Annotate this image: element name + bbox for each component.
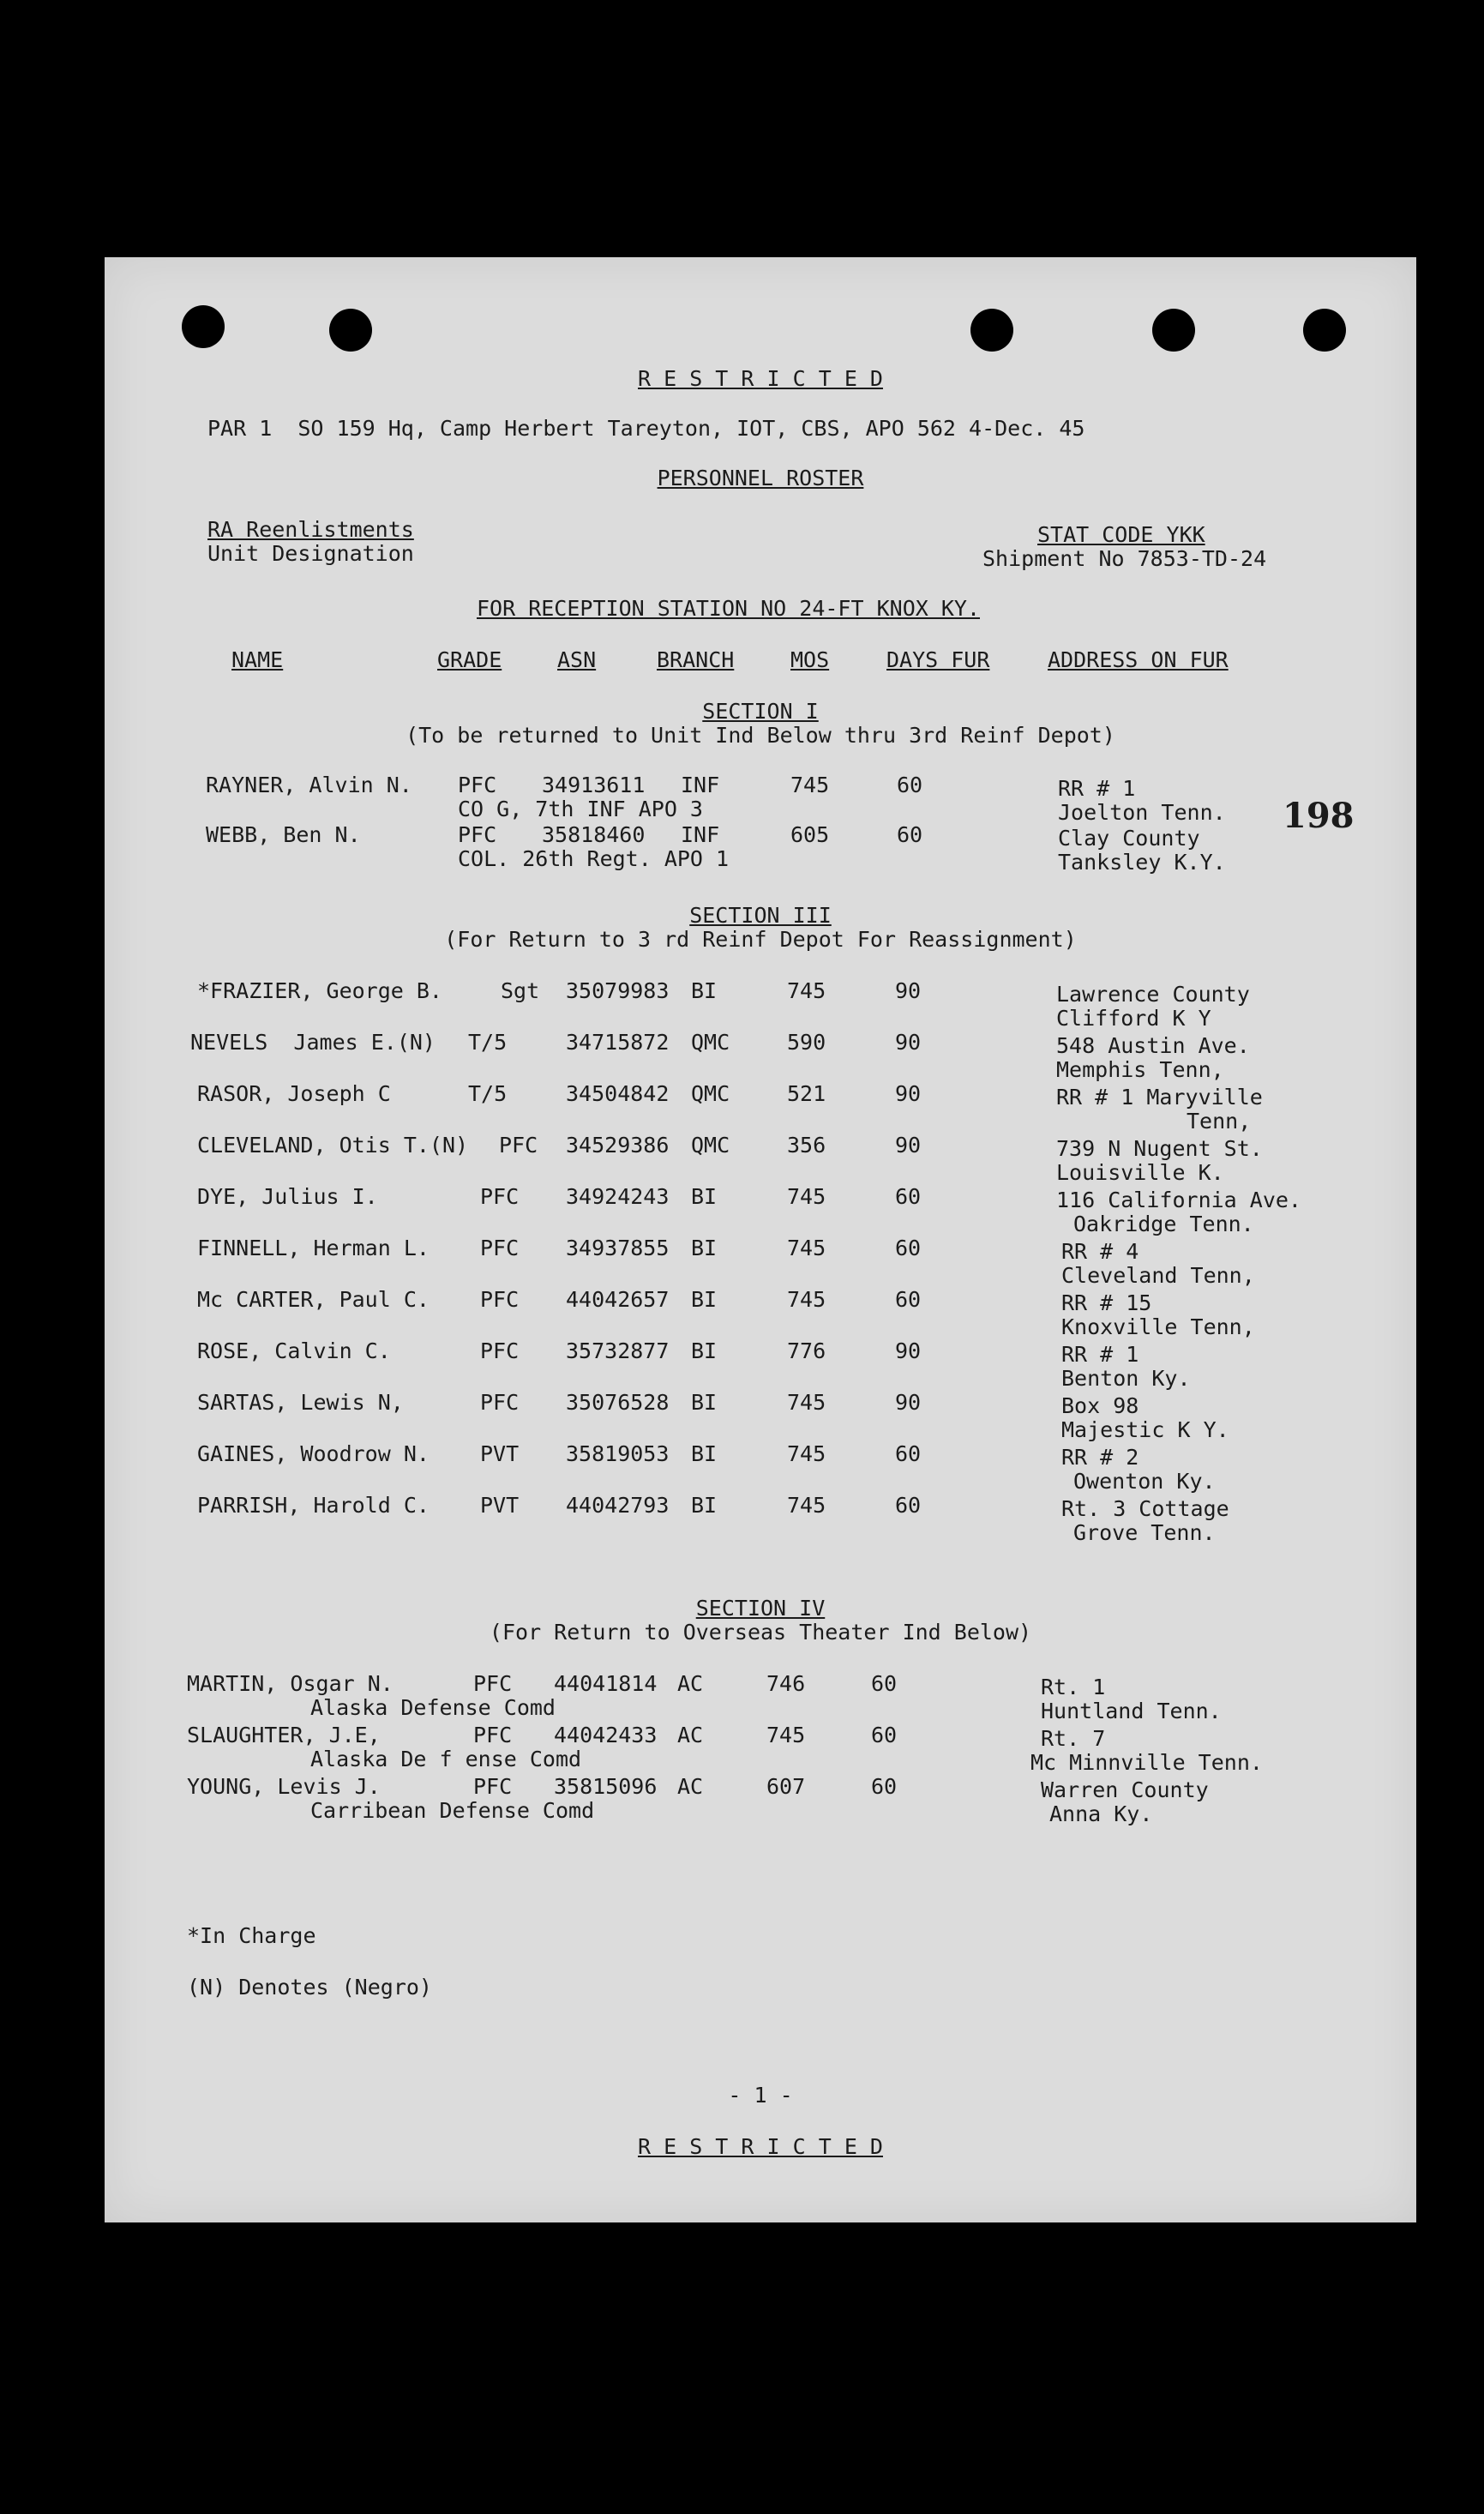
cell-mos: 745 <box>787 1390 826 1415</box>
punch-hole <box>1152 309 1195 352</box>
cell-name: RAYNER, Alvin N. <box>206 773 412 797</box>
cell-name: SLAUGHTER, J.E, <box>187 1723 381 1747</box>
punch-hole <box>329 309 372 352</box>
cell-mos: 776 <box>787 1338 826 1363</box>
cell-address2: Mc Minnville Tenn. <box>1030 1750 1263 1775</box>
cell-address2: Anna Ky. <box>1049 1801 1153 1826</box>
col-mos: MOS <box>790 647 830 672</box>
cell-asn: 35818460 <box>542 822 646 847</box>
cell-mos: 745 <box>787 1184 826 1209</box>
cell-asn: 35732877 <box>566 1338 670 1363</box>
section3-title: SECTION III <box>689 903 832 928</box>
cell-address2: Oakridge Tenn. <box>1073 1212 1254 1236</box>
cell-name: NEVELS James E.(N) <box>190 1030 436 1055</box>
cell-unit: CO G, 7th INF APO 3 <box>458 797 703 821</box>
cell-days: 90 <box>895 1030 922 1055</box>
cell-days: 60 <box>895 1184 922 1209</box>
cell-address1: 739 N Nugent St. <box>1056 1136 1263 1161</box>
cell-days: 60 <box>895 1441 922 1466</box>
stat-code: STAT CODE YKK <box>1037 522 1205 547</box>
cell-address2: Owenton Ky. <box>1073 1469 1216 1494</box>
cell-asn: 34924243 <box>566 1184 670 1209</box>
cell-branch: AC <box>677 1723 704 1747</box>
cell-grade: Sgt <box>501 978 540 1003</box>
section1-subtitle: (To be returned to Unit Ind Below thru 3rd Reinf Depot) <box>406 723 1115 748</box>
cell-address1: Lawrence County <box>1056 982 1250 1007</box>
cell-days: 60 <box>871 1671 898 1696</box>
page-number: - 1 - <box>728 2083 793 2108</box>
cell-branch: QMC <box>691 1081 730 1106</box>
cell-name: RASOR, Joseph C <box>197 1081 391 1106</box>
cell-address2: Clifford K Y <box>1056 1006 1211 1031</box>
cell-address1: RR # 1 <box>1061 1342 1139 1367</box>
cell-address1: RR # 15 <box>1061 1290 1152 1315</box>
cell-unit: Carribean Defense Comd <box>310 1798 595 1823</box>
roster-title: PERSONNEL ROSTER <box>657 466 864 490</box>
cell-branch: AC <box>677 1774 704 1799</box>
cell-unit: Alaska De f ense Comd <box>310 1747 582 1771</box>
cell-asn: 44042433 <box>554 1723 658 1747</box>
cell-mos: 745 <box>787 1287 826 1312</box>
cell-days: 60 <box>895 1287 922 1312</box>
cell-address1: 548 Austin Ave. <box>1056 1033 1250 1058</box>
cell-grade: PFC <box>480 1184 520 1209</box>
col-address: ADDRESS ON FUR <box>1048 647 1229 672</box>
cell-address2: Knoxville Tenn, <box>1061 1314 1255 1339</box>
unit-line2: Unit Designation <box>207 541 414 566</box>
cell-days: 60 <box>895 1236 922 1260</box>
cell-grade: PVT <box>480 1441 520 1466</box>
cell-grade: PFC <box>480 1390 520 1415</box>
cell-days: 60 <box>895 1493 922 1518</box>
cell-asn: 34504842 <box>566 1081 670 1106</box>
cell-address2: Joelton Tenn. <box>1058 800 1226 825</box>
cell-branch: BI <box>691 1441 718 1466</box>
cell-asn: 44042793 <box>566 1493 670 1518</box>
col-grade: GRADE <box>437 647 502 672</box>
cell-mos: 590 <box>787 1030 826 1055</box>
col-branch: BRANCH <box>657 647 735 672</box>
cell-grade: PFC <box>458 773 497 797</box>
cell-days: 60 <box>871 1774 898 1799</box>
cell-address1: RR # 1 <box>1058 776 1136 801</box>
cell-asn: 35079983 <box>566 978 670 1003</box>
col-asn: ASN <box>557 647 597 672</box>
cell-grade: PFC <box>480 1287 520 1312</box>
cell-address1: RR # 2 <box>1061 1445 1139 1470</box>
cell-grade: PFC <box>473 1671 513 1696</box>
cell-unit: Alaska Defense Comd <box>310 1695 556 1720</box>
cell-name: MARTIN, Osgar N. <box>187 1671 394 1696</box>
cell-branch: BI <box>691 978 718 1003</box>
footnote-negro: (N) Denotes (Negro) <box>187 1975 432 2000</box>
cell-address2: Tanksley K.Y. <box>1058 850 1226 875</box>
reception-station: FOR RECEPTION STATION NO 24-FT KNOX KY. <box>477 596 980 621</box>
cell-asn: 35076528 <box>566 1390 670 1415</box>
cell-name: PARRISH, Harold C. <box>197 1493 430 1518</box>
punch-hole <box>970 309 1013 352</box>
cell-days: 60 <box>897 822 923 847</box>
cell-grade: T/5 <box>468 1030 508 1055</box>
punch-hole <box>1303 309 1346 352</box>
section4-title: SECTION IV <box>695 1596 826 1621</box>
punch-hole <box>182 305 225 348</box>
cell-branch: AC <box>677 1671 704 1696</box>
cell-address2: Benton Ky. <box>1061 1366 1191 1391</box>
cell-address1: Clay County <box>1058 826 1200 851</box>
cell-address1: RR # 4 <box>1061 1239 1139 1264</box>
cell-name: ROSE, Calvin C. <box>197 1338 391 1363</box>
cell-name: FINNELL, Herman L. <box>197 1236 430 1260</box>
section4-subtitle: (For Return to Overseas Theater Ind Below) <box>489 1620 1032 1645</box>
cell-mos: 745 <box>787 978 826 1003</box>
cell-name: WEBB, Ben N. <box>206 822 361 847</box>
cell-branch: BI <box>691 1184 718 1209</box>
cell-branch: BI <box>691 1493 718 1518</box>
cell-grade: PFC <box>473 1774 513 1799</box>
document-page <box>105 257 1416 2222</box>
cell-name: *FRAZIER, George B. <box>197 978 442 1003</box>
shipment: Shipment No 7853-TD-24 <box>982 546 1267 571</box>
unit-line1: RA Reenlistments <box>207 517 414 542</box>
cell-days: 90 <box>895 1338 922 1363</box>
cell-address2: Cleveland Tenn, <box>1061 1263 1255 1288</box>
cell-mos: 745 <box>766 1723 806 1747</box>
cell-asn: 44041814 <box>554 1671 658 1696</box>
col-name: NAME <box>231 647 284 672</box>
cell-asn: 34937855 <box>566 1236 670 1260</box>
cell-branch: QMC <box>691 1133 730 1158</box>
cell-grade: PFC <box>480 1338 520 1363</box>
cell-days: 90 <box>895 1081 922 1106</box>
cell-address1: Warren County <box>1041 1777 1209 1802</box>
orders-line: PAR 1 SO 159 Hq, Camp Herbert Tareyton, IOT, CBS, APO 562 4-Dec. 45 <box>207 416 1085 441</box>
cell-days: 90 <box>895 1133 922 1158</box>
cell-name: SARTAS, Lewis N, <box>197 1390 404 1415</box>
cell-name: DYE, Julius I. <box>197 1184 378 1209</box>
cell-asn: 34913611 <box>542 773 646 797</box>
cell-branch: BI <box>691 1236 718 1260</box>
section1-title: SECTION I <box>702 699 819 724</box>
cell-address1: RR # 1 Maryville <box>1056 1085 1263 1110</box>
cell-address2: Majestic K Y. <box>1061 1417 1229 1442</box>
cell-address1: 116 California Ave. <box>1056 1188 1301 1212</box>
cell-asn: 44042657 <box>566 1287 670 1312</box>
cell-name: CLEVELAND, Otis T.(N) <box>197 1133 469 1158</box>
cell-address1: Rt. 1 <box>1041 1675 1106 1699</box>
cell-asn: 35815096 <box>554 1774 658 1799</box>
cell-grade: PFC <box>480 1236 520 1260</box>
cell-name: GAINES, Woodrow N. <box>197 1441 430 1466</box>
cell-address1: Rt. 3 Cottage <box>1061 1496 1229 1521</box>
cell-branch: INF <box>681 773 720 797</box>
cell-grade: PFC <box>458 822 497 847</box>
cell-asn: 34529386 <box>566 1133 670 1158</box>
cell-mos: 745 <box>787 1441 826 1466</box>
cell-asn: 35819053 <box>566 1441 670 1466</box>
cell-mos: 745 <box>787 1493 826 1518</box>
cell-name: Mc CARTER, Paul C. <box>197 1287 430 1312</box>
cell-mos: 745 <box>790 773 830 797</box>
cell-days: 90 <box>895 978 922 1003</box>
cell-grade: PFC <box>473 1723 513 1747</box>
cell-days: 90 <box>895 1390 922 1415</box>
cell-mos: 746 <box>766 1671 806 1696</box>
stamp-number: 198 <box>1283 796 1355 836</box>
cell-grade: PVT <box>480 1493 520 1518</box>
section3-subtitle: (For Return to 3 rd Reinf Depot For Reassignment) <box>444 927 1077 952</box>
cell-name: YOUNG, Levis J. <box>187 1774 381 1799</box>
cell-address1: Box 98 <box>1061 1393 1139 1418</box>
restricted-top: R E S T R I C T E D <box>638 366 883 391</box>
cell-address1: Rt. 7 <box>1041 1726 1106 1751</box>
cell-mos: 607 <box>766 1774 806 1799</box>
cell-address2: Huntland Tenn. <box>1041 1699 1222 1723</box>
cell-address2: Tenn, <box>1187 1109 1252 1134</box>
cell-branch: BI <box>691 1390 718 1415</box>
cell-address2: Grove Tenn. <box>1073 1520 1216 1545</box>
cell-branch: BI <box>691 1287 718 1312</box>
cell-grade: PFC <box>499 1133 538 1158</box>
cell-mos: 605 <box>790 822 830 847</box>
cell-grade: T/5 <box>468 1081 508 1106</box>
cell-days: 60 <box>897 773 923 797</box>
restricted-bottom: R E S T R I C T E D <box>638 2134 883 2159</box>
cell-mos: 356 <box>787 1133 826 1158</box>
footnote-in-charge: *In Charge <box>187 1923 316 1948</box>
cell-branch: BI <box>691 1338 718 1363</box>
cell-address2: Louisville K. <box>1056 1160 1224 1185</box>
cell-days: 60 <box>871 1723 898 1747</box>
cell-unit: COL. 26th Regt. APO 1 <box>458 846 730 871</box>
cell-mos: 521 <box>787 1081 826 1106</box>
cell-address2: Memphis Tenn, <box>1056 1057 1224 1082</box>
col-days-fur: DAYS FUR <box>886 647 990 672</box>
cell-branch: INF <box>681 822 720 847</box>
cell-branch: QMC <box>691 1030 730 1055</box>
cell-mos: 745 <box>787 1236 826 1260</box>
cell-asn: 34715872 <box>566 1030 670 1055</box>
